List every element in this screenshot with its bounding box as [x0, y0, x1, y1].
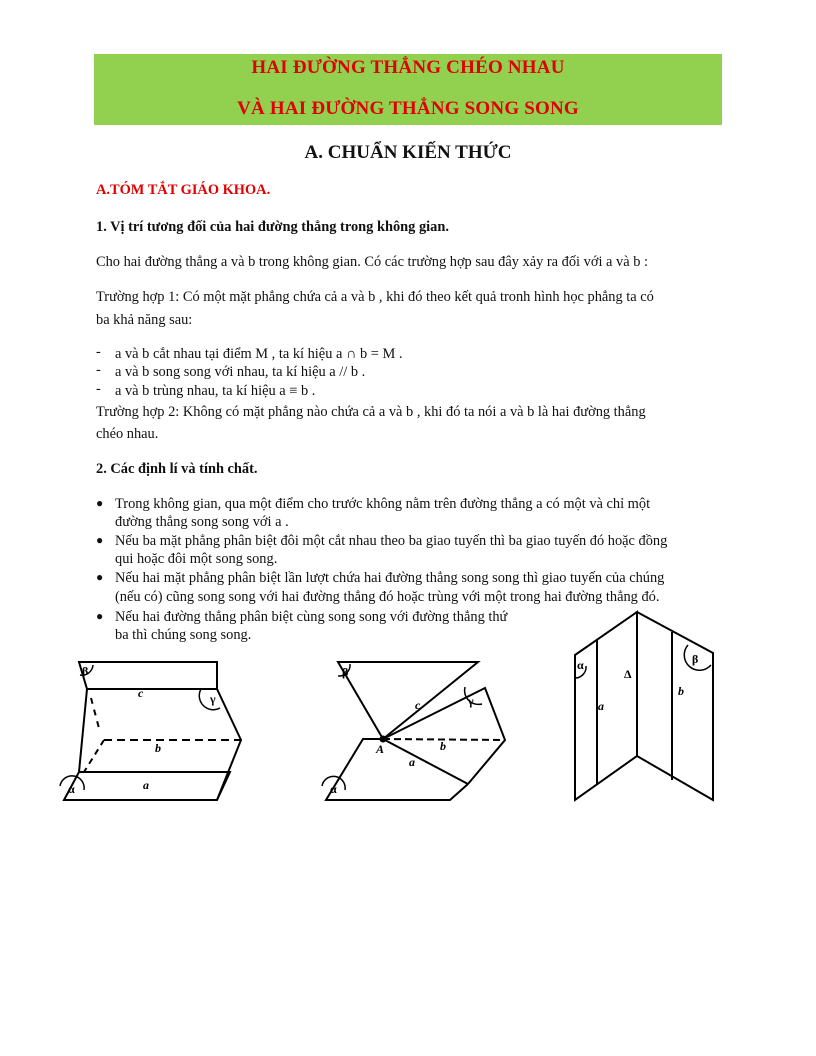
list-item: a và b trùng nhau, ta kí hiệu a ≡ b . — [115, 383, 316, 399]
title-line-2: VÀ HAI ĐƯỜNG THẲNG SONG SONG — [237, 98, 579, 119]
fig3-beta: β — [692, 652, 699, 666]
fig1-line-b: b — [155, 741, 161, 755]
fig3-alpha: α — [577, 658, 584, 672]
bullet-text: qui hoặc đôi một song song. — [115, 551, 278, 567]
fig2-point-A: A — [376, 742, 385, 756]
list-item: a và b song song với nhau, ta kí hiệu a // b . — [115, 364, 366, 380]
bullet-text: Nếu hai mặt phẳng phân biệt lần lượt chứa hai đường thẳng song song thì giao tuyến của chúng — [115, 570, 665, 586]
fig1-gamma: γ — [210, 692, 216, 706]
bullet-icon: ● — [96, 570, 104, 584]
bullet-text: ba thì chúng song song. — [115, 627, 252, 643]
fig1-beta: β — [82, 664, 89, 678]
fig2-beta: β — [342, 665, 349, 679]
bullet-text: Nếu hai đường thẳng phân biệt cùng song song với đường thẳng thứ — [115, 609, 508, 625]
bullet-text: đường thẳng song song với a . — [115, 514, 289, 530]
fig3-delta: Δ — [624, 667, 632, 681]
fig1-alpha: α — [68, 782, 75, 796]
fig2-line-b: b — [440, 739, 446, 753]
fig2-line-a: a — [409, 755, 415, 769]
fig3-line-a: a — [598, 699, 604, 713]
part1-heading: 1. Vị trí tương đối của hai đường thẳng trong không gian. — [96, 219, 449, 235]
section-title: A. CHUẨN KIẾN THỨC — [304, 142, 512, 163]
dash-marker: - — [96, 362, 101, 378]
part1-intro: Cho hai đường thẳng a và b trong không gian. Có các trường hợp sau đây xảy ra đối với a và b : — [96, 254, 648, 270]
bullet-icon: ● — [96, 533, 104, 547]
case1-line1: Trường hợp 1: Có một mặt phẳng chứa cả a và b , khi đó theo kết quả tronh hình học phẳng ta có — [96, 289, 654, 305]
dash-marker: - — [96, 344, 101, 360]
fig1-line-a: a — [143, 778, 149, 792]
case2-line2: chéo nhau. — [96, 426, 159, 442]
fig2-line-c: c — [415, 698, 421, 712]
subsection-title: A.TÓM TẮT GIÁO KHOA. — [96, 182, 271, 198]
title-line-1: HAI ĐƯỜNG THẲNG CHÉO NHAU — [251, 57, 565, 78]
bullet-text: Nếu ba mặt phẳng phân biệt đôi một cắt nhau theo ba giao tuyến thì ba giao tuyến đó hoặc đồng — [115, 533, 668, 549]
fig2-gamma: γ — [468, 694, 474, 708]
fig2-alpha: α — [330, 782, 337, 796]
case2-line1: Trường hợp 2: Không có mặt phẳng nào chứa cả a và b , khi đó ta nói a và b là hai đường thẳng — [96, 404, 646, 420]
fig3-line-b: b — [678, 684, 684, 698]
fig1-line-c: c — [138, 686, 144, 700]
part2-heading: 2. Các định lí và tính chất. — [96, 461, 258, 477]
bullet-icon: ● — [96, 609, 104, 623]
bullet-icon: ● — [96, 496, 104, 510]
bullet-text: (nếu có) cũng song song với hai đường thẳng đó hoặc trùng với một trong hai đường thẳng đó. — [115, 589, 660, 605]
dash-marker: - — [96, 381, 101, 397]
case1-line2: ba khả năng sau: — [96, 312, 193, 328]
bullet-text: Trong không gian, qua một điểm cho trước không nằm trên đường thẳng a có một và chỉ một — [115, 496, 651, 512]
list-item: a và b cắt nhau tại điểm M , ta kí hiệu a ∩ b = M . — [115, 346, 403, 362]
